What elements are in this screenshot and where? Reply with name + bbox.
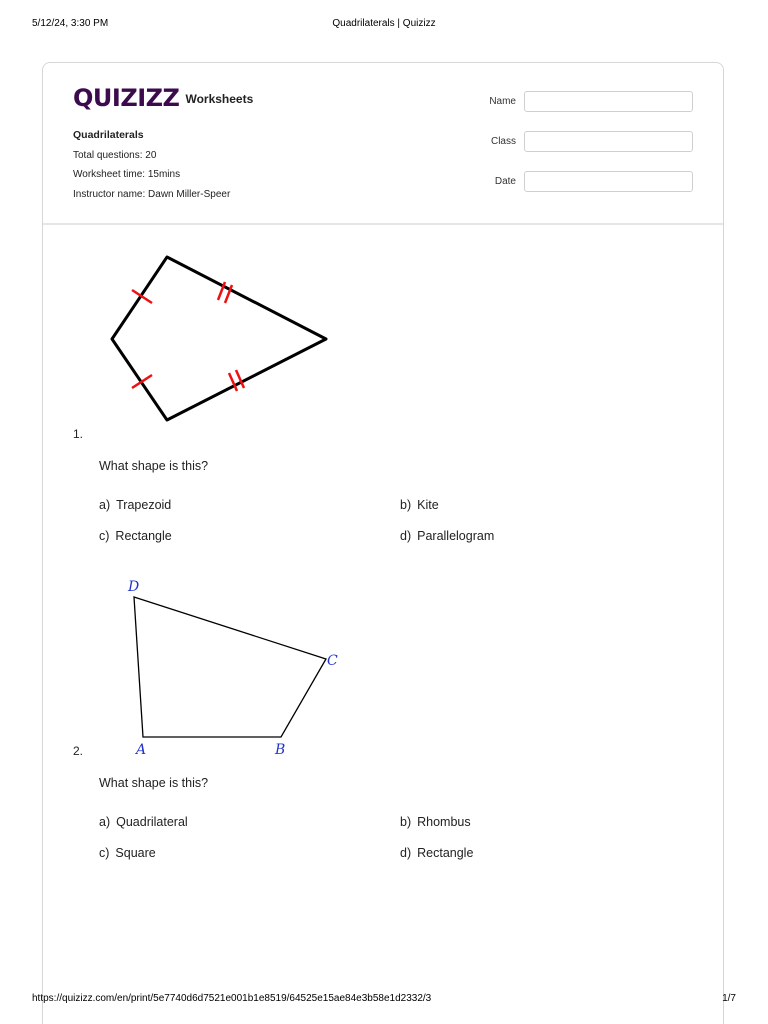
question-1-number: 1. (73, 427, 84, 441)
total-questions: Total questions: 20 (73, 149, 157, 161)
question-1-option-b: b) Kite (400, 498, 439, 512)
worksheet-header (43, 63, 723, 225)
quadrilateral-shape (134, 597, 326, 737)
class-label: Class (490, 136, 516, 147)
worksheet-meta (73, 126, 230, 204)
question-2-figure (121, 575, 351, 770)
print-title: Quadrilaterals | Quizizz (332, 18, 436, 29)
question-2-option-a: a) Quadrilateral (99, 815, 188, 829)
vertex-label-a: A (136, 742, 147, 758)
class-field-row (480, 131, 693, 152)
instructor-name: Instructor name: Dawn Miller-Speer (73, 188, 231, 200)
quadrilateral-diagram (121, 575, 351, 765)
question-1-text: What shape is this? (99, 459, 209, 473)
question-1-option-d: d) Parallelogram (400, 529, 495, 543)
print-footer (32, 993, 736, 1007)
question-2-option-b: b) Rhombus (400, 815, 471, 829)
worksheet-time: Worksheet time: 15mins (73, 169, 181, 180)
vertex-label-b: B (275, 742, 286, 758)
worksheet-card (42, 62, 724, 1024)
name-field[interactable] (524, 91, 693, 112)
name-label: Name (489, 96, 516, 107)
date-field-row (480, 171, 693, 192)
question-2-number: 2. (73, 744, 84, 758)
class-field[interactable] (524, 131, 693, 152)
vertex-label-d: D (128, 579, 140, 595)
date-label: Date (494, 176, 516, 187)
kite-shape (112, 257, 326, 420)
question-1-option-c: c) Rectangle (99, 529, 172, 543)
brand (73, 83, 253, 113)
worksheet-title: Quadrilaterals (73, 129, 144, 141)
quizizz-logo: QUIZIZZ (73, 84, 180, 112)
print-datetime: 5/12/24, 3:30 PM (32, 18, 109, 29)
question-2-option-c: c) Square (99, 846, 156, 860)
kite-diagram (103, 248, 343, 428)
print-header (32, 18, 736, 32)
tick-mark-lower-left (132, 375, 152, 388)
product-label: Worksheets (185, 92, 254, 106)
name-field-row (480, 91, 693, 112)
question-2-text: What shape is this? (99, 776, 209, 790)
question-1-option-a: a) Trapezoid (99, 498, 172, 512)
print-url: https://quizizz.com/en/print/5e7740d6d7521e001b1e8519/64525e15ae84e3b58e1d2332/3 (32, 993, 432, 1004)
page-number: 1/7 (722, 993, 736, 1004)
date-field[interactable] (524, 171, 693, 192)
question-1-figure (103, 248, 343, 433)
vertex-label-c: C (327, 653, 338, 669)
question-2-option-d: d) Rectangle (400, 846, 474, 860)
